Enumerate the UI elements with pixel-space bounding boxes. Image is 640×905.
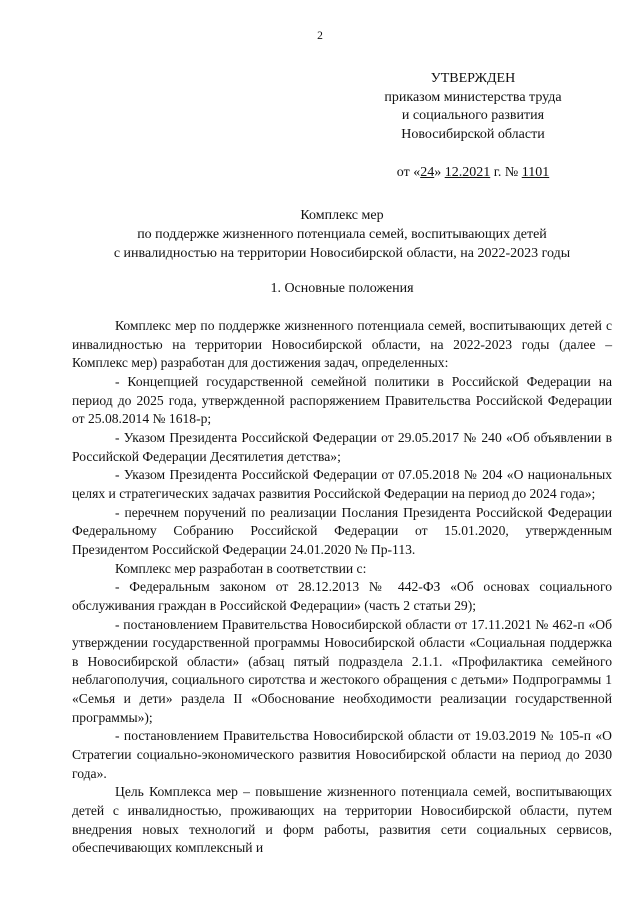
list-item: - Указом Президента Российской Федерации от 29.05.2017 № 240 «Об объявлении в Российской Федерации Десятилетия детства»; xyxy=(72,429,612,464)
section-title: 1. Основные положения xyxy=(270,281,414,296)
approval-line-2: и социального развития xyxy=(401,108,545,124)
order-date-prefix: от « xyxy=(396,165,421,181)
order-day: 24 xyxy=(420,165,435,181)
document-title xyxy=(70,207,614,263)
title-line-2: по поддержке жизненного потенциала семей, воспитывающих детей xyxy=(137,226,547,242)
paragraph: Цель Комплекса мер – повышение жизненного потенциала семей, воспитывающих детей с инвалидностью, проживающих на территории Новосибирской области, путем внедрения новых технологий и форм работы, развития сети социальных сервисов, обеспечивающих комплексный и xyxy=(72,784,612,856)
approval-line-3: Новосибирской области xyxy=(401,126,545,142)
paragraph: Комплекс мер разработан в соответствии с: xyxy=(115,560,367,576)
list-item: - Федеральным законом от 28.12.2013 № 442-ФЗ «Об основах социального обслуживания граждан в Российской Федерации» (часть 2 статьи 29); xyxy=(72,579,612,613)
approval-heading: УТВЕРЖДЕН xyxy=(430,71,516,86)
list-item: - перечнем поручений по реализации Послания Президента Российской Федерации Федеральному Собранию Российской Федерации от 15.01.2020, утвержденным Президентом Российской Федерации 24.01.2020 № Пр-113. xyxy=(72,504,612,557)
approval-line-1: приказом министерства труда xyxy=(384,89,562,105)
order-number: 1101 xyxy=(521,165,550,181)
page-number: 2 xyxy=(317,30,323,42)
order-year-suffix: г. № xyxy=(490,165,522,181)
paragraph: Комплекс мер по поддержке жизненного потенциала семей, воспитывающих детей с инвалидностью на территории Новосибирской области, на 2022-2023 годы (далее – Комплекс мер) разработан для достижения задач, определенных: xyxy=(72,318,612,371)
order-date-line xyxy=(348,164,598,183)
list-item: - постановлением Правительства Новосибирской области от 19.03.2019 № 105-п «О Стратегии социально-экономического развития Новосибирской области на период до 2030 года». xyxy=(72,728,612,781)
order-month-year: 12.2021 xyxy=(444,165,491,181)
list-item: - Концепцией государственной семейной политики в Российской Федерации на период до 2025 года, утвержденной распоряжением Правительства Российской Федерации от 25.08.2014 № 1618-р; xyxy=(72,373,612,427)
approval-block xyxy=(348,70,598,183)
order-date-mid: » xyxy=(434,165,445,181)
list-item: - Указом Президента Российской Федерации от 07.05.2018 № 204 «О национальных целях и стратегических задачах развития Российской Федерации на период до 2024 года»; xyxy=(72,467,612,501)
title-line-1: Комплекс мер xyxy=(300,208,384,223)
list-item: - постановлением Правительства Новосибирской области от 17.11.2021 № 462-п «Об утверждении государственной программы Новосибирской области «Социальная поддержка в Новосибирской области» (абзац пятый подраздела 2.1.1. «Профилактика семейного неблагополучия, социального сиротства и жестокого обращения с детьми» Подпрограммы 1 «Семья и дети» раздела II «Обоснование необходимости реализации государственной программы»); xyxy=(72,616,612,725)
document-body xyxy=(72,317,612,858)
title-line-3: с инвалидностью на территории Новосибирской области, на 2022-2023 годы xyxy=(113,245,571,261)
